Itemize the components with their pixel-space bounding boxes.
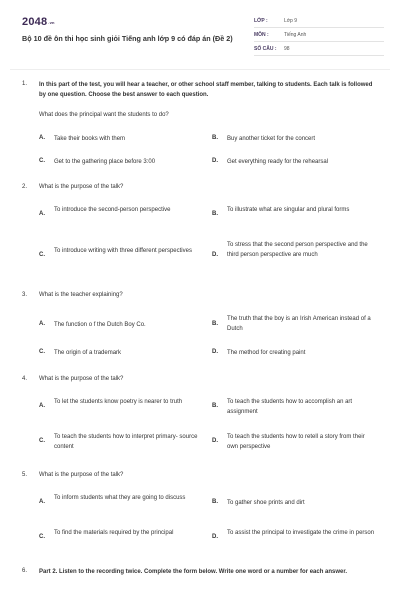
option-letter: A.	[39, 211, 45, 217]
option-letter: D.	[212, 349, 218, 355]
option-letter: A.	[39, 499, 45, 505]
option-text: To stress that the second person perspective and the third person perspective are much	[227, 242, 368, 258]
question-3	[22, 291, 378, 361]
option-text: To find the materials required by the principal	[54, 530, 174, 536]
meta-value: 98	[284, 46, 290, 52]
section-instruction: In this part of the test, you will hear a teacher, or other school staff member, talking to students. Each talk is followed by one question. Choose the best answer to each question.	[39, 82, 373, 98]
question-text: What is the purpose of the talk?	[39, 376, 124, 382]
site-logo[interactable]	[22, 16, 55, 28]
question-number: 4.	[22, 376, 28, 382]
logo-text: 2048	[22, 16, 48, 28]
option-letter: B.	[212, 499, 218, 505]
option-letter: B.	[212, 211, 218, 217]
header-divider	[10, 69, 390, 70]
option-letter: C.	[39, 349, 45, 355]
option-text: To assist the principal to investigate the crime in person	[227, 530, 375, 536]
question-number: 3.	[22, 292, 28, 298]
option-text: To teach the students how to interpret primary- source content	[54, 434, 198, 450]
question-number: 1.	[22, 81, 28, 87]
option-text: To let the students know poetry is nearer to truth	[54, 399, 183, 405]
option-letter: C.	[39, 252, 45, 258]
option-text: Buy another ticket for the concert	[227, 136, 316, 142]
document-title: Bộ 10 đề ôn thi học sinh giỏi Tiếng anh lớp 9 có đáp án (Đề 2)	[22, 34, 233, 43]
section-instruction: Part 2. Listen to the recording twice. Complete the form below. Write one word or a number for each answer.	[39, 569, 348, 575]
document-header	[22, 14, 378, 64]
option-text: To introduce writing with three different perspectives	[54, 248, 192, 254]
question-text: What does the principal want the students to do?	[39, 112, 169, 118]
option-text: To teach the students how to retell a story from their own perspective	[227, 434, 365, 450]
option-text: To teach the students how to accomplish an art assignment	[227, 399, 353, 415]
option-letter: B.	[212, 403, 218, 409]
option-letter: A.	[39, 403, 45, 409]
question-number: 6.	[22, 568, 28, 574]
option-text: To illustrate what are singular and plural forms	[227, 207, 350, 213]
option-letter: B.	[212, 135, 218, 141]
question-number: 5.	[22, 472, 28, 478]
question-5	[22, 471, 378, 551]
option-text: To introduce the second-person perspective	[54, 207, 171, 213]
option-letter: C.	[39, 534, 45, 540]
question-1	[22, 80, 378, 172]
question-6	[22, 567, 378, 591]
option-text: Get to the gathering place before 3:00	[54, 159, 156, 165]
option-letter: D.	[212, 158, 218, 164]
meta-table	[254, 14, 384, 56]
option-letter: A.	[39, 135, 45, 141]
option-letter: B.	[212, 321, 218, 327]
meta-value: Lớp 9	[284, 18, 298, 24]
meta-row-class	[254, 14, 384, 28]
option-text: The truth that the boy is an Irish American instead of a Dutch	[227, 316, 371, 332]
question-4	[22, 375, 378, 455]
option-letter: C.	[39, 158, 45, 164]
option-text: To gather shoe prints and dirt	[227, 500, 305, 506]
option-letter: D.	[212, 534, 218, 540]
meta-label: LỚP :	[254, 18, 268, 24]
option-text: To inform students what they are going to discuss	[54, 495, 186, 501]
question-number: 2.	[22, 184, 28, 190]
question-text: What is the purpose of the talk?	[39, 184, 124, 190]
meta-label: SỐ CÂU :	[254, 46, 277, 52]
question-text: What is the purpose of the talk?	[39, 472, 124, 478]
option-text: The origin of a trademark	[54, 350, 122, 356]
option-text: Take their books with them	[54, 136, 126, 142]
option-text: The method for creating paint	[227, 350, 306, 356]
logo-suffix: .vn	[48, 19, 55, 25]
question-2	[22, 183, 378, 275]
meta-row-count	[254, 42, 384, 56]
meta-value: Tiếng Anh	[284, 32, 307, 38]
option-text: The function o f the Dutch Boy Co.	[54, 322, 146, 328]
option-letter: D.	[212, 252, 218, 258]
option-letter: C.	[39, 438, 45, 444]
option-letter: D.	[212, 438, 218, 444]
option-text: Get everything ready for the rehearsal	[227, 159, 329, 165]
question-text: What is the teacher explaining?	[39, 292, 123, 298]
option-letter: A.	[39, 321, 45, 327]
meta-row-subject	[254, 28, 384, 42]
meta-label: MÔN :	[254, 32, 269, 38]
